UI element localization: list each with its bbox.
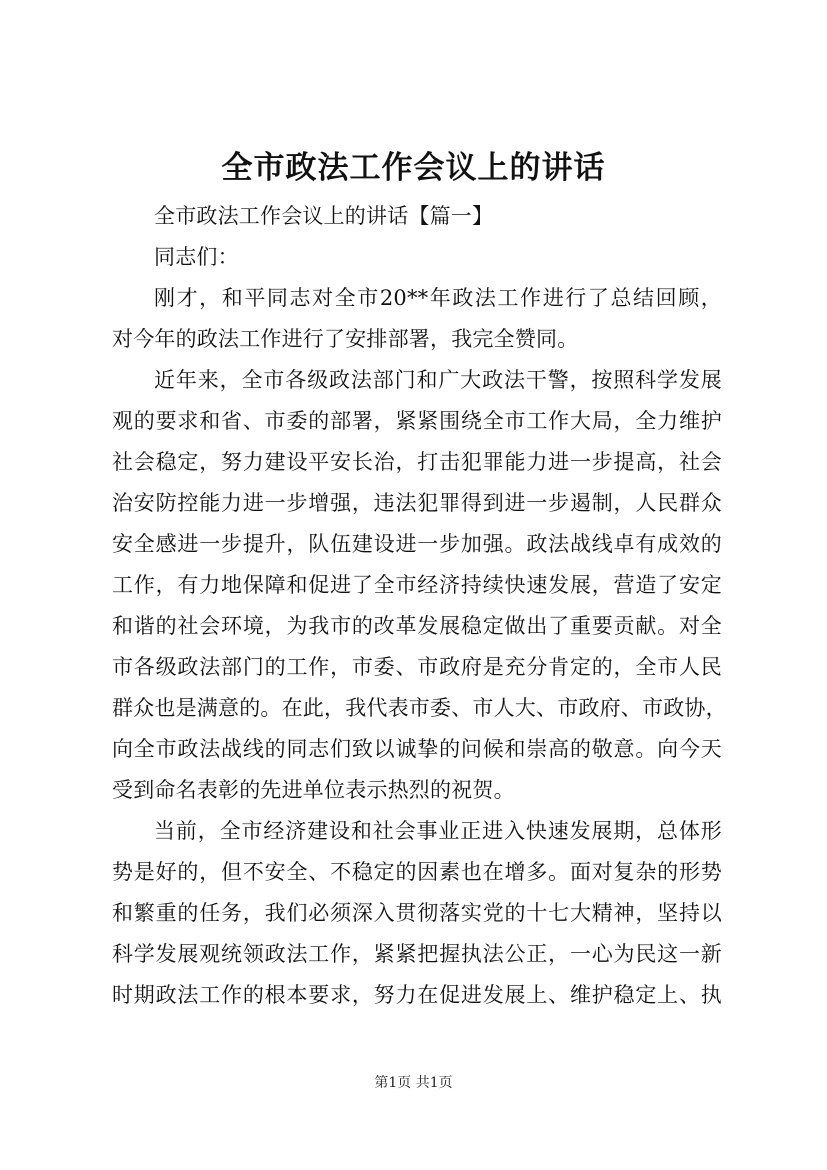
text-line: 向全市政法战线的同志们致以诚挚的问候和崇高的敬意。向今天 [112, 737, 722, 761]
text-line: 刚才，和平同志对全市20**年政法工作进行了总结回顾， [154, 286, 722, 310]
text-line: 治安防控能力进一步增强，违法犯罪得到进一步遏制，人民群众 [112, 491, 722, 515]
text-line: 势是好的，但不安全、不稳定的因素也在增多。面对复杂的形势 [112, 860, 722, 884]
document-title: 全市政法工作会议上的讲话 [221, 150, 606, 186]
text-line: 全市政法工作会议上的讲话【篇一】 [154, 204, 494, 228]
text-line: 市各级政法部门的工作，市委、市政府是充分肯定的，全市人民 [112, 655, 722, 679]
text-line: 工作，有力地保障和促进了全市经济持续快速发展，营造了安定 [112, 573, 722, 597]
text-line: 和繁重的任务，我们必须深入贯彻落实党的十七大精神，坚持以 [112, 901, 722, 925]
text-line: 时期政法工作的根本要求，努力在促进发展上、维护稳定上、执 [112, 983, 722, 1007]
text-line: 受到命名表彰的先进单位表示热烈的祝贺。 [112, 778, 515, 802]
text-line: 群众也是满意的。在此，我代表市委、市人大、市政府、市政协， [112, 696, 727, 720]
text-line: 安全感进一步提升，队伍建设进一步加强。政法战线卓有成效的 [112, 532, 722, 556]
text-line: 近年来，全市各级政法部门和广大政法干警，按照科学发展 [154, 368, 722, 392]
text-line: 对今年的政法工作进行了安排部署，我完全赞同。 [112, 327, 579, 351]
text-line: 和谐的社会环境，为我市的改革发展稳定做出了重要贡献。对全 [112, 614, 722, 638]
text-line: 科学发展观统领政法工作，紧紧把握执法公正，一心为民这一新 [112, 942, 722, 966]
page-number-footer: 第1页 共1页 [374, 1075, 453, 1091]
text-line: 当前，全市经济建设和社会事业正进入快速发展期，总体形 [154, 819, 722, 843]
text-line: 同志们： [154, 245, 239, 269]
text-line: 社会稳定，努力建设平安长治，打击犯罪能力进一步提高，社会 [112, 450, 722, 474]
document-body [112, 196, 727, 1016]
text-line: 观的要求和省、市委的部署，紧紧围绕全市工作大局，全力维护 [112, 409, 722, 433]
